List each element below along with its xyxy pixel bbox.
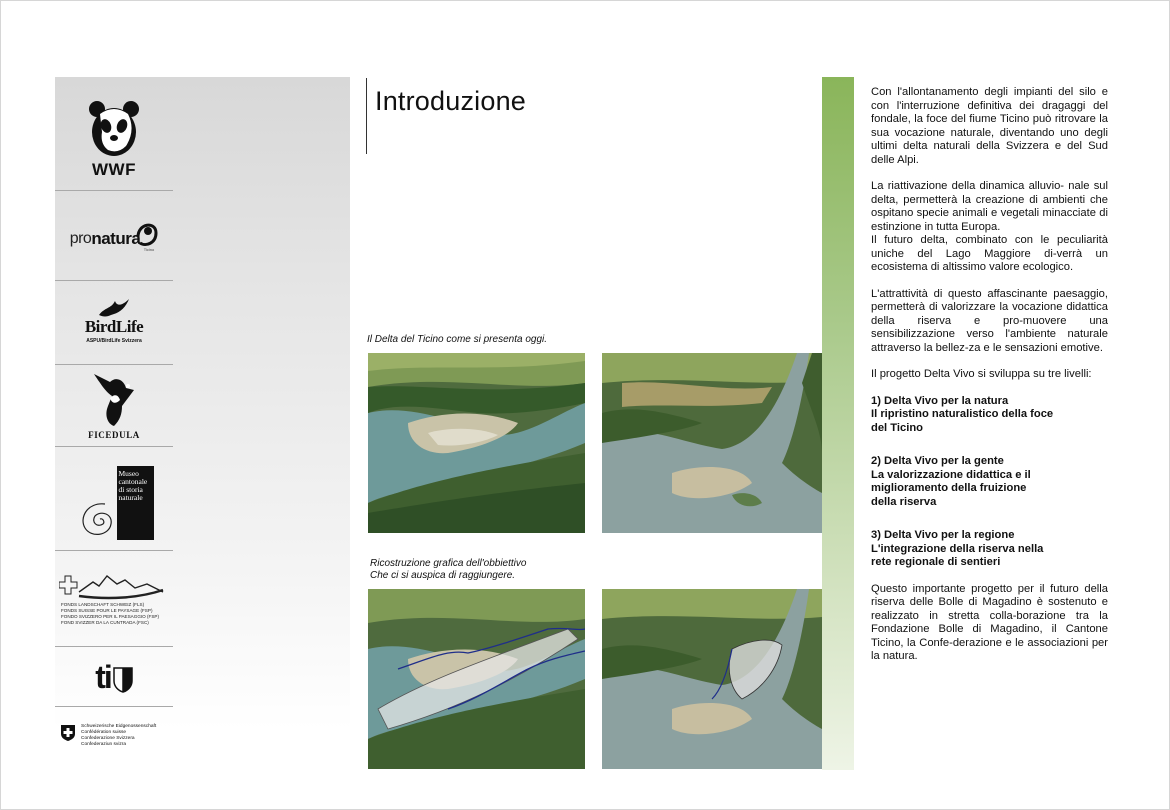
aerial-photo-goal-right [602,589,822,769]
caption-goal-line: Che ci si auspica di raggiungere. [370,570,516,581]
confederation-logo [60,724,175,748]
flycatcher-bird-icon [88,370,140,428]
fls-logo [55,566,173,630]
intro-paragraph: Con l'allontanamento degli impianti del silo e con l'interruzione definitiva dei dragaggi del fondale, la foce del fiume Ticino può ritrovare la sua vocazione naturale, diventando uno degli ultimi delta naturali della Svizzera e del Sud delle Alpi. [871,86,1108,166]
intro-paragraph: Questo importante progetto per il futuro della riserva delle Bolle di Magadino è sostenuto e realizzato in stretta colla-borazione tra la Fondazione Bolle di Magadino, il Cantone Ticino, la Confe-derazione e le associazioni per la natura. [871,582,1108,662]
level-line: miglioramento della fruizione [871,482,1027,494]
panda-icon [86,100,142,158]
ficedula-logo [55,368,173,442]
fls-line: FONDO SVIZZERO PER IL PAESAGGIO (FSP) [61,614,160,619]
level-heading: 3) Delta Vivo per la regione [871,529,1015,541]
title-rule [366,78,367,154]
fls-line: FONDS SUISSE POUR LE PAYSAGE (FSP) [61,608,153,613]
ticino-shield-icon [113,667,133,693]
museo-logo [55,458,173,540]
confederation-text [81,724,156,748]
level-heading: 1) Delta Vivo per la natura [871,394,1009,407]
level-line: del Ticino [871,421,924,434]
pronatura-subtitle: Ticino [143,246,155,252]
level-line: Il ripristino naturalistico della foce [871,408,1054,420]
intro-paragraph: Il futuro delta, combinato con le peculiarità uniche del Lago Maggiore di-verrà un ecosistema di altissimo valore ecologico. [871,234,1108,273]
museo-line: Museo [118,469,139,478]
aerial-photo-today-right [602,353,822,533]
birdlife-text: BirdLife [84,316,144,336]
bird-icon [97,297,131,319]
aerial-photo-goal-left [368,589,585,769]
intro-paragraph: L'attrattività di questo affascinante paesaggio, permetterà di valorizzare la vocazione didattica della riserva e pro-muovere una sensibilizzazione verso l'ambiente naturale attraverso la bellez-za e le sensazioni emotive. [871,287,1108,354]
museo-line: di storia [118,485,143,494]
page-title: Introduzione [375,86,527,116]
fls-text-block [61,602,159,626]
museo-line: naturale [118,493,143,502]
confed-line: Confederazione Svizzera [81,736,135,741]
confed-line: Confederaziun svizra [81,742,127,747]
logo-divider [55,646,173,647]
logo-divider [55,190,173,191]
pronatura-emblem-icon [134,217,158,251]
caption-goal [370,558,526,582]
level-line: L'integrazione della riserva nella [871,542,1044,555]
green-accent-bar [822,77,854,770]
intro-paragraph: Il progetto Delta Vivo si sviluppa su tre livelli: [871,368,1092,380]
logo-divider [55,364,173,365]
intro-paragraph: La riattivazione della dinamica alluvio- nale sul delta, permetterà la creazione di ambienti che ospitano specie animali e vegetali minacciate di estinzione in tutta Europa. [871,180,1108,233]
birdlife-logo [55,292,173,348]
shell-spiral-icon [75,496,119,540]
fls-line: FOND SVIZZER DA LA CUNTRADA (FSC) [61,620,149,625]
pronatura-text-pro: pro [69,229,92,247]
wwf-logo-text: WWF [92,160,136,179]
museo-label-box [117,466,154,540]
fls-line: FONDS LANDSCHAFT SCHWEIZ (FLS) [61,602,145,607]
aerial-photo-today-left [368,353,585,533]
logo-divider [55,550,173,551]
museo-line: cantonale [118,477,148,486]
logo-divider [55,446,173,447]
level-heading: 2) Delta Vivo per la gente [871,455,1004,467]
logo-divider [55,280,173,281]
ficedula-text: FICEDULA [88,430,140,440]
swiss-shield-icon [60,724,76,742]
ti-text: ti [95,659,111,695]
confed-line: Confédération suisse [81,730,127,735]
caption-goal-line: Ricostruzione grafica dell'obbiettivo [370,558,527,569]
level-line: rete regionale di sentieri [871,556,1001,568]
wwf-logo [55,95,173,185]
ticino-logo [55,654,173,700]
caption-today: Il Delta del Ticino come si presenta oggi. [367,334,547,345]
level-line: La valorizzazione didattica e il [871,468,1031,481]
pronatura-logo [55,205,173,273]
birdlife-subtitle: ASPU/BirdLife Svizzera [86,337,142,344]
pronatura-text-natura: natura [91,228,141,248]
swiss-cross-mountain-icon [59,570,167,602]
confed-line: Schweizerische Eidgenossenschaft [81,724,157,729]
logo-divider [55,706,173,707]
intro-text-column [871,86,1108,664]
level-line: della riserva [871,495,937,508]
